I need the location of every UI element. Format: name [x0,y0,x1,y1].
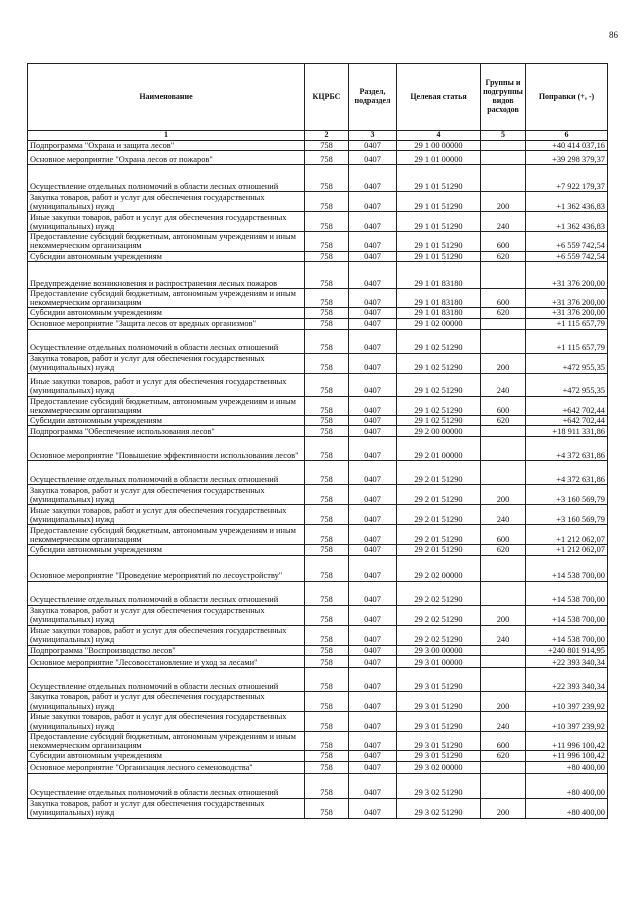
row-group: 200 [481,192,526,212]
row-group: 620 [481,545,526,555]
row-target: 29 1 01 51290 [397,212,481,232]
table-row [28,426,608,437]
table-row [28,555,608,581]
row-kcrbs: 758 [305,288,349,307]
row-amount: +14 538 700,00 [526,581,608,605]
column-number: 2 [305,131,349,141]
row-section: 0407 [349,353,397,373]
row-target: 29 1 02 51290 [397,396,481,415]
row-target: 29 1 00 00000 [397,141,481,151]
table-row [28,251,608,261]
row-name: Закупка товаров, работ и услуг для обеспечения государственных (муниципальных) нужд [28,798,305,818]
row-name: Иные закупки товаров, работ и услуг для обеспечения государственных (муниципальных) нужд [28,711,305,731]
table-row [28,308,608,318]
table-row [28,141,608,151]
row-kcrbs: 758 [305,625,349,645]
row-kcrbs: 758 [305,798,349,818]
row-amount: +39 298 379,37 [526,151,608,165]
row-name: Предоставление субсидий бюджетным, автономным учреждениям и иным некоммерческим организациям [28,731,305,750]
row-kcrbs: 758 [305,251,349,261]
row-section: 0407 [349,525,397,545]
row-group [481,645,526,655]
header-group: Группы и подгруппы видов расходов [481,64,526,131]
row-group [481,773,526,798]
row-section: 0407 [349,461,397,485]
row-kcrbs: 758 [305,525,349,545]
row-name: Предупреждение возникновения и распространения лесных пожаров [28,261,305,288]
row-section: 0407 [349,288,397,307]
table-row [28,288,608,307]
row-section: 0407 [349,505,397,525]
table-row [28,151,608,165]
row-name: Иные закупки товаров, работ и услуг для обеспечения государственных (муниципальных) нужд [28,505,305,525]
row-kcrbs: 758 [305,605,349,625]
row-section: 0407 [349,798,397,818]
row-kcrbs: 758 [305,773,349,798]
row-kcrbs: 758 [305,555,349,581]
row-name: Осуществление отдельных полномочий в области лесных отношений [28,773,305,798]
row-amount: +11 996 100,42 [526,731,608,750]
row-amount: +80 400,00 [526,761,608,773]
row-kcrbs: 758 [305,437,349,461]
row-name: Основное мероприятие "Защита лесов от вредных организмов" [28,318,305,329]
header-amount: Поправки (+, -) [526,64,608,131]
row-section: 0407 [349,773,397,798]
row-target: 29 3 01 51290 [397,691,481,711]
row-amount: +22 393 340,34 [526,667,608,691]
row-section: 0407 [349,545,397,555]
row-section: 0407 [349,251,397,261]
budget-amendments-table [27,63,608,819]
row-target: 29 1 01 51290 [397,192,481,212]
table-row [28,667,608,691]
row-kcrbs: 758 [305,426,349,437]
table-row [28,212,608,232]
table-row [28,437,608,461]
row-amount: +31 376 200,00 [526,261,608,288]
table-row [28,625,608,645]
table-row [28,798,608,818]
row-amount: +14 538 700,00 [526,605,608,625]
row-group: 240 [481,625,526,645]
row-target: 29 3 01 00000 [397,655,481,667]
row-name: Предоставление субсидий бюджетным, автономным учреждениям и иным некоммерческим организациям [28,232,305,251]
row-section: 0407 [349,141,397,151]
row-name: Осуществление отдельных полномочий в области лесных отношений [28,461,305,485]
row-target: 29 1 01 83180 [397,288,481,307]
table-row [28,261,608,288]
page-number: 86 [609,30,618,40]
row-section: 0407 [349,667,397,691]
row-section: 0407 [349,232,397,251]
row-target: 29 2 01 00000 [397,437,481,461]
row-group: 200 [481,691,526,711]
row-name: Закупка товаров, работ и услуг для обеспечения государственных (муниципальных) нужд [28,605,305,625]
row-section: 0407 [349,555,397,581]
row-amount: +22 393 340,34 [526,655,608,667]
row-group: 240 [481,711,526,731]
row-amount: +4 372 631,86 [526,461,608,485]
row-name: Подпрограмма "Обеспечение использования лесов" [28,426,305,437]
row-group [481,655,526,667]
header-target: Целевая статья [397,64,481,131]
row-kcrbs: 758 [305,711,349,731]
table-row [28,581,608,605]
row-amount: +642 702,44 [526,396,608,415]
row-section: 0407 [349,605,397,625]
table-row [28,505,608,525]
row-group: 200 [481,485,526,505]
row-target: 29 3 01 51290 [397,667,481,691]
row-section: 0407 [349,396,397,415]
row-amount: +6 559 742,54 [526,232,608,251]
row-name: Субсидии автономным учреждениям [28,308,305,318]
row-amount: +80 400,00 [526,773,608,798]
table-row [28,416,608,426]
row-target: 29 3 01 51290 [397,711,481,731]
row-target: 29 1 01 00000 [397,151,481,165]
row-name: Осуществление отдельных полномочий в области лесных отношений [28,667,305,691]
row-amount: +40 414 037,16 [526,141,608,151]
row-name: Иные закупки товаров, работ и услуг для обеспечения государственных (муниципальных) нужд [28,212,305,232]
row-name: Основное мероприятие "Проведение мероприятий по лесоустройству" [28,555,305,581]
row-group [481,437,526,461]
row-target: 29 1 02 51290 [397,329,481,353]
row-target: 29 1 02 51290 [397,416,481,426]
row-target: 29 1 02 00000 [397,318,481,329]
row-group: 600 [481,525,526,545]
row-kcrbs: 758 [305,731,349,750]
row-group: 240 [481,373,526,396]
row-name: Основное мероприятие "Организация лесного семеноводства" [28,761,305,773]
row-kcrbs: 758 [305,645,349,655]
table-row [28,353,608,373]
row-section: 0407 [349,192,397,212]
table-row [28,232,608,251]
row-kcrbs: 758 [305,151,349,165]
row-section: 0407 [349,416,397,426]
row-amount: +1 212 062,07 [526,525,608,545]
row-name: Иные закупки товаров, работ и услуг для обеспечения государственных (муниципальных) нужд [28,373,305,396]
row-kcrbs: 758 [305,261,349,288]
row-target: 29 3 01 51290 [397,731,481,750]
row-section: 0407 [349,437,397,461]
table-row [28,751,608,761]
table-row [28,545,608,555]
row-group: 620 [481,251,526,261]
row-name: Осуществление отдельных полномочий в области лесных отношений [28,581,305,605]
row-group [481,329,526,353]
row-kcrbs: 758 [305,655,349,667]
row-amount: +11 996 100,42 [526,751,608,761]
table-row [28,691,608,711]
row-section: 0407 [349,655,397,667]
row-target: 29 2 01 51290 [397,525,481,545]
row-target: 29 2 02 51290 [397,581,481,605]
row-amount: +80 400,00 [526,798,608,818]
row-kcrbs: 758 [305,461,349,485]
row-name: Закупка товаров, работ и услуг для обеспечения государственных (муниципальных) нужд [28,485,305,505]
row-amount: +240 801 914,95 [526,645,608,655]
table-row [28,485,608,505]
header-section: Раздел, подраздел [349,64,397,131]
row-target: 29 1 01 51290 [397,232,481,251]
row-amount: +6 559 742,54 [526,251,608,261]
row-kcrbs: 758 [305,212,349,232]
column-number: 6 [526,131,608,141]
column-number: 5 [481,131,526,141]
row-group [481,555,526,581]
row-group: 600 [481,232,526,251]
header-name: Наименование [28,64,305,131]
row-target: 29 2 01 51290 [397,461,481,485]
table-row [28,165,608,192]
table-row [28,711,608,731]
row-amount: +31 376 200,00 [526,308,608,318]
row-amount: +642 702,44 [526,416,608,426]
row-section: 0407 [349,308,397,318]
row-name: Закупка товаров, работ и услуг для обеспечения государственных (муниципальных) нужд [28,192,305,212]
row-name: Субсидии автономным учреждениям [28,416,305,426]
row-group [481,261,526,288]
row-name: Закупка товаров, работ и услуг для обеспечения государственных (муниципальных) нужд [28,353,305,373]
row-group: 620 [481,308,526,318]
row-group: 600 [481,396,526,415]
row-amount: +472 955,35 [526,353,608,373]
row-name: Осуществление отдельных полномочий в области лесных отношений [28,165,305,192]
row-kcrbs: 758 [305,353,349,373]
row-section: 0407 [349,711,397,731]
row-kcrbs: 758 [305,329,349,353]
row-kcrbs: 758 [305,192,349,212]
row-section: 0407 [349,485,397,505]
row-name: Субсидии автономным учреждениям [28,545,305,555]
row-target: 29 1 02 51290 [397,353,481,373]
row-name: Субсидии автономным учреждениям [28,251,305,261]
row-kcrbs: 758 [305,545,349,555]
row-name: Предоставление субсидий бюджетным, автономным учреждениям и иным некоммерческим организациям [28,288,305,307]
row-section: 0407 [349,373,397,396]
table-row [28,192,608,212]
row-kcrbs: 758 [305,581,349,605]
row-target: 29 3 02 51290 [397,798,481,818]
row-group: 200 [481,353,526,373]
row-target: 29 2 00 00000 [397,426,481,437]
row-name: Иные закупки товаров, работ и услуг для обеспечения государственных (муниципальных) нужд [28,625,305,645]
row-amount: +10 397 239,92 [526,711,608,731]
row-amount: +18 911 331,86 [526,426,608,437]
row-target: 29 2 01 51290 [397,545,481,555]
row-name: Основное мероприятие "Повышение эффективности использования лесов" [28,437,305,461]
table-row [28,645,608,655]
row-amount: +14 538 700,00 [526,625,608,645]
row-group: 200 [481,798,526,818]
row-group [481,761,526,773]
row-group: 240 [481,212,526,232]
row-kcrbs: 758 [305,318,349,329]
row-target: 29 3 01 51290 [397,751,481,761]
row-kcrbs: 758 [305,373,349,396]
row-kcrbs: 758 [305,691,349,711]
table-row [28,605,608,625]
row-kcrbs: 758 [305,505,349,525]
row-target: 29 1 02 51290 [397,373,481,396]
row-group: 600 [481,731,526,750]
row-section: 0407 [349,625,397,645]
row-name: Субсидии автономным учреждениям [28,751,305,761]
row-name: Осуществление отдельных полномочий в области лесных отношений [28,329,305,353]
row-name: Подпрограмма "Воспроизводство лесов" [28,645,305,655]
column-number-row [28,131,608,141]
table-row [28,655,608,667]
row-target: 29 2 01 51290 [397,505,481,525]
table-row [28,525,608,545]
row-target: 29 1 01 51290 [397,251,481,261]
row-target: 29 3 02 00000 [397,761,481,773]
column-number: 1 [28,131,305,141]
row-name: Предоставление субсидий бюджетным, автономным учреждениям и иным некоммерческим организациям [28,525,305,545]
table-row [28,396,608,415]
row-section: 0407 [349,165,397,192]
row-kcrbs: 758 [305,396,349,415]
table-row [28,329,608,353]
row-group [481,461,526,485]
row-target: 29 1 01 83180 [397,261,481,288]
row-amount: +31 376 200,00 [526,288,608,307]
row-group [481,426,526,437]
row-section: 0407 [349,318,397,329]
row-amount: +1 362 436,83 [526,192,608,212]
row-group [481,165,526,192]
row-group: 200 [481,605,526,625]
row-amount: +1 115 657,79 [526,318,608,329]
row-kcrbs: 758 [305,667,349,691]
column-number: 4 [397,131,481,141]
row-name: Предоставление субсидий бюджетным, автономным учреждениям и иным некоммерческим организациям [28,396,305,415]
row-target: 29 2 02 51290 [397,625,481,645]
column-number: 3 [349,131,397,141]
row-name: Подпрограмма "Охрана и защита лесов" [28,141,305,151]
row-section: 0407 [349,751,397,761]
table-row [28,461,608,485]
row-group: 600 [481,288,526,307]
row-target: 29 2 02 00000 [397,555,481,581]
row-amount: +472 955,35 [526,373,608,396]
row-section: 0407 [349,731,397,750]
table-header-row [28,64,608,131]
table-row [28,731,608,750]
row-amount: +1 212 062,07 [526,545,608,555]
row-target: 29 3 02 51290 [397,773,481,798]
row-section: 0407 [349,426,397,437]
row-kcrbs: 758 [305,141,349,151]
row-target: 29 1 01 51290 [397,165,481,192]
row-kcrbs: 758 [305,761,349,773]
row-amount: +3 160 569,79 [526,505,608,525]
row-section: 0407 [349,645,397,655]
row-name: Основное мероприятие "Лесовосстановление и уход за лесами" [28,655,305,667]
row-name: Основное мероприятие "Охрана лесов от пожаров" [28,151,305,165]
row-group [481,151,526,165]
row-group [481,581,526,605]
row-amount: +4 372 631,86 [526,437,608,461]
row-section: 0407 [349,581,397,605]
header-kcrbs: КЦРБС [305,64,349,131]
row-section: 0407 [349,151,397,165]
row-amount: +1 362 436,83 [526,212,608,232]
row-kcrbs: 758 [305,232,349,251]
table-row [28,373,608,396]
table-row [28,773,608,798]
row-group: 240 [481,505,526,525]
row-group [481,318,526,329]
row-kcrbs: 758 [305,165,349,192]
row-target: 29 1 01 83180 [397,308,481,318]
row-section: 0407 [349,212,397,232]
row-section: 0407 [349,691,397,711]
row-target: 29 3 00 00000 [397,645,481,655]
row-section: 0407 [349,761,397,773]
row-group: 620 [481,416,526,426]
row-target: 29 2 02 51290 [397,605,481,625]
row-amount: +7 922 179,37 [526,165,608,192]
row-kcrbs: 758 [305,751,349,761]
table-row [28,318,608,329]
row-section: 0407 [349,261,397,288]
row-group [481,667,526,691]
row-group [481,141,526,151]
row-amount: +3 160 569,79 [526,485,608,505]
row-name: Закупка товаров, работ и услуг для обеспечения государственных (муниципальных) нужд [28,691,305,711]
row-target: 29 2 01 51290 [397,485,481,505]
row-amount: +14 538 700,00 [526,555,608,581]
table-row [28,761,608,773]
row-amount: +1 115 657,79 [526,329,608,353]
row-kcrbs: 758 [305,416,349,426]
row-section: 0407 [349,329,397,353]
row-kcrbs: 758 [305,308,349,318]
row-kcrbs: 758 [305,485,349,505]
row-group: 620 [481,751,526,761]
row-amount: +10 397 239,92 [526,691,608,711]
